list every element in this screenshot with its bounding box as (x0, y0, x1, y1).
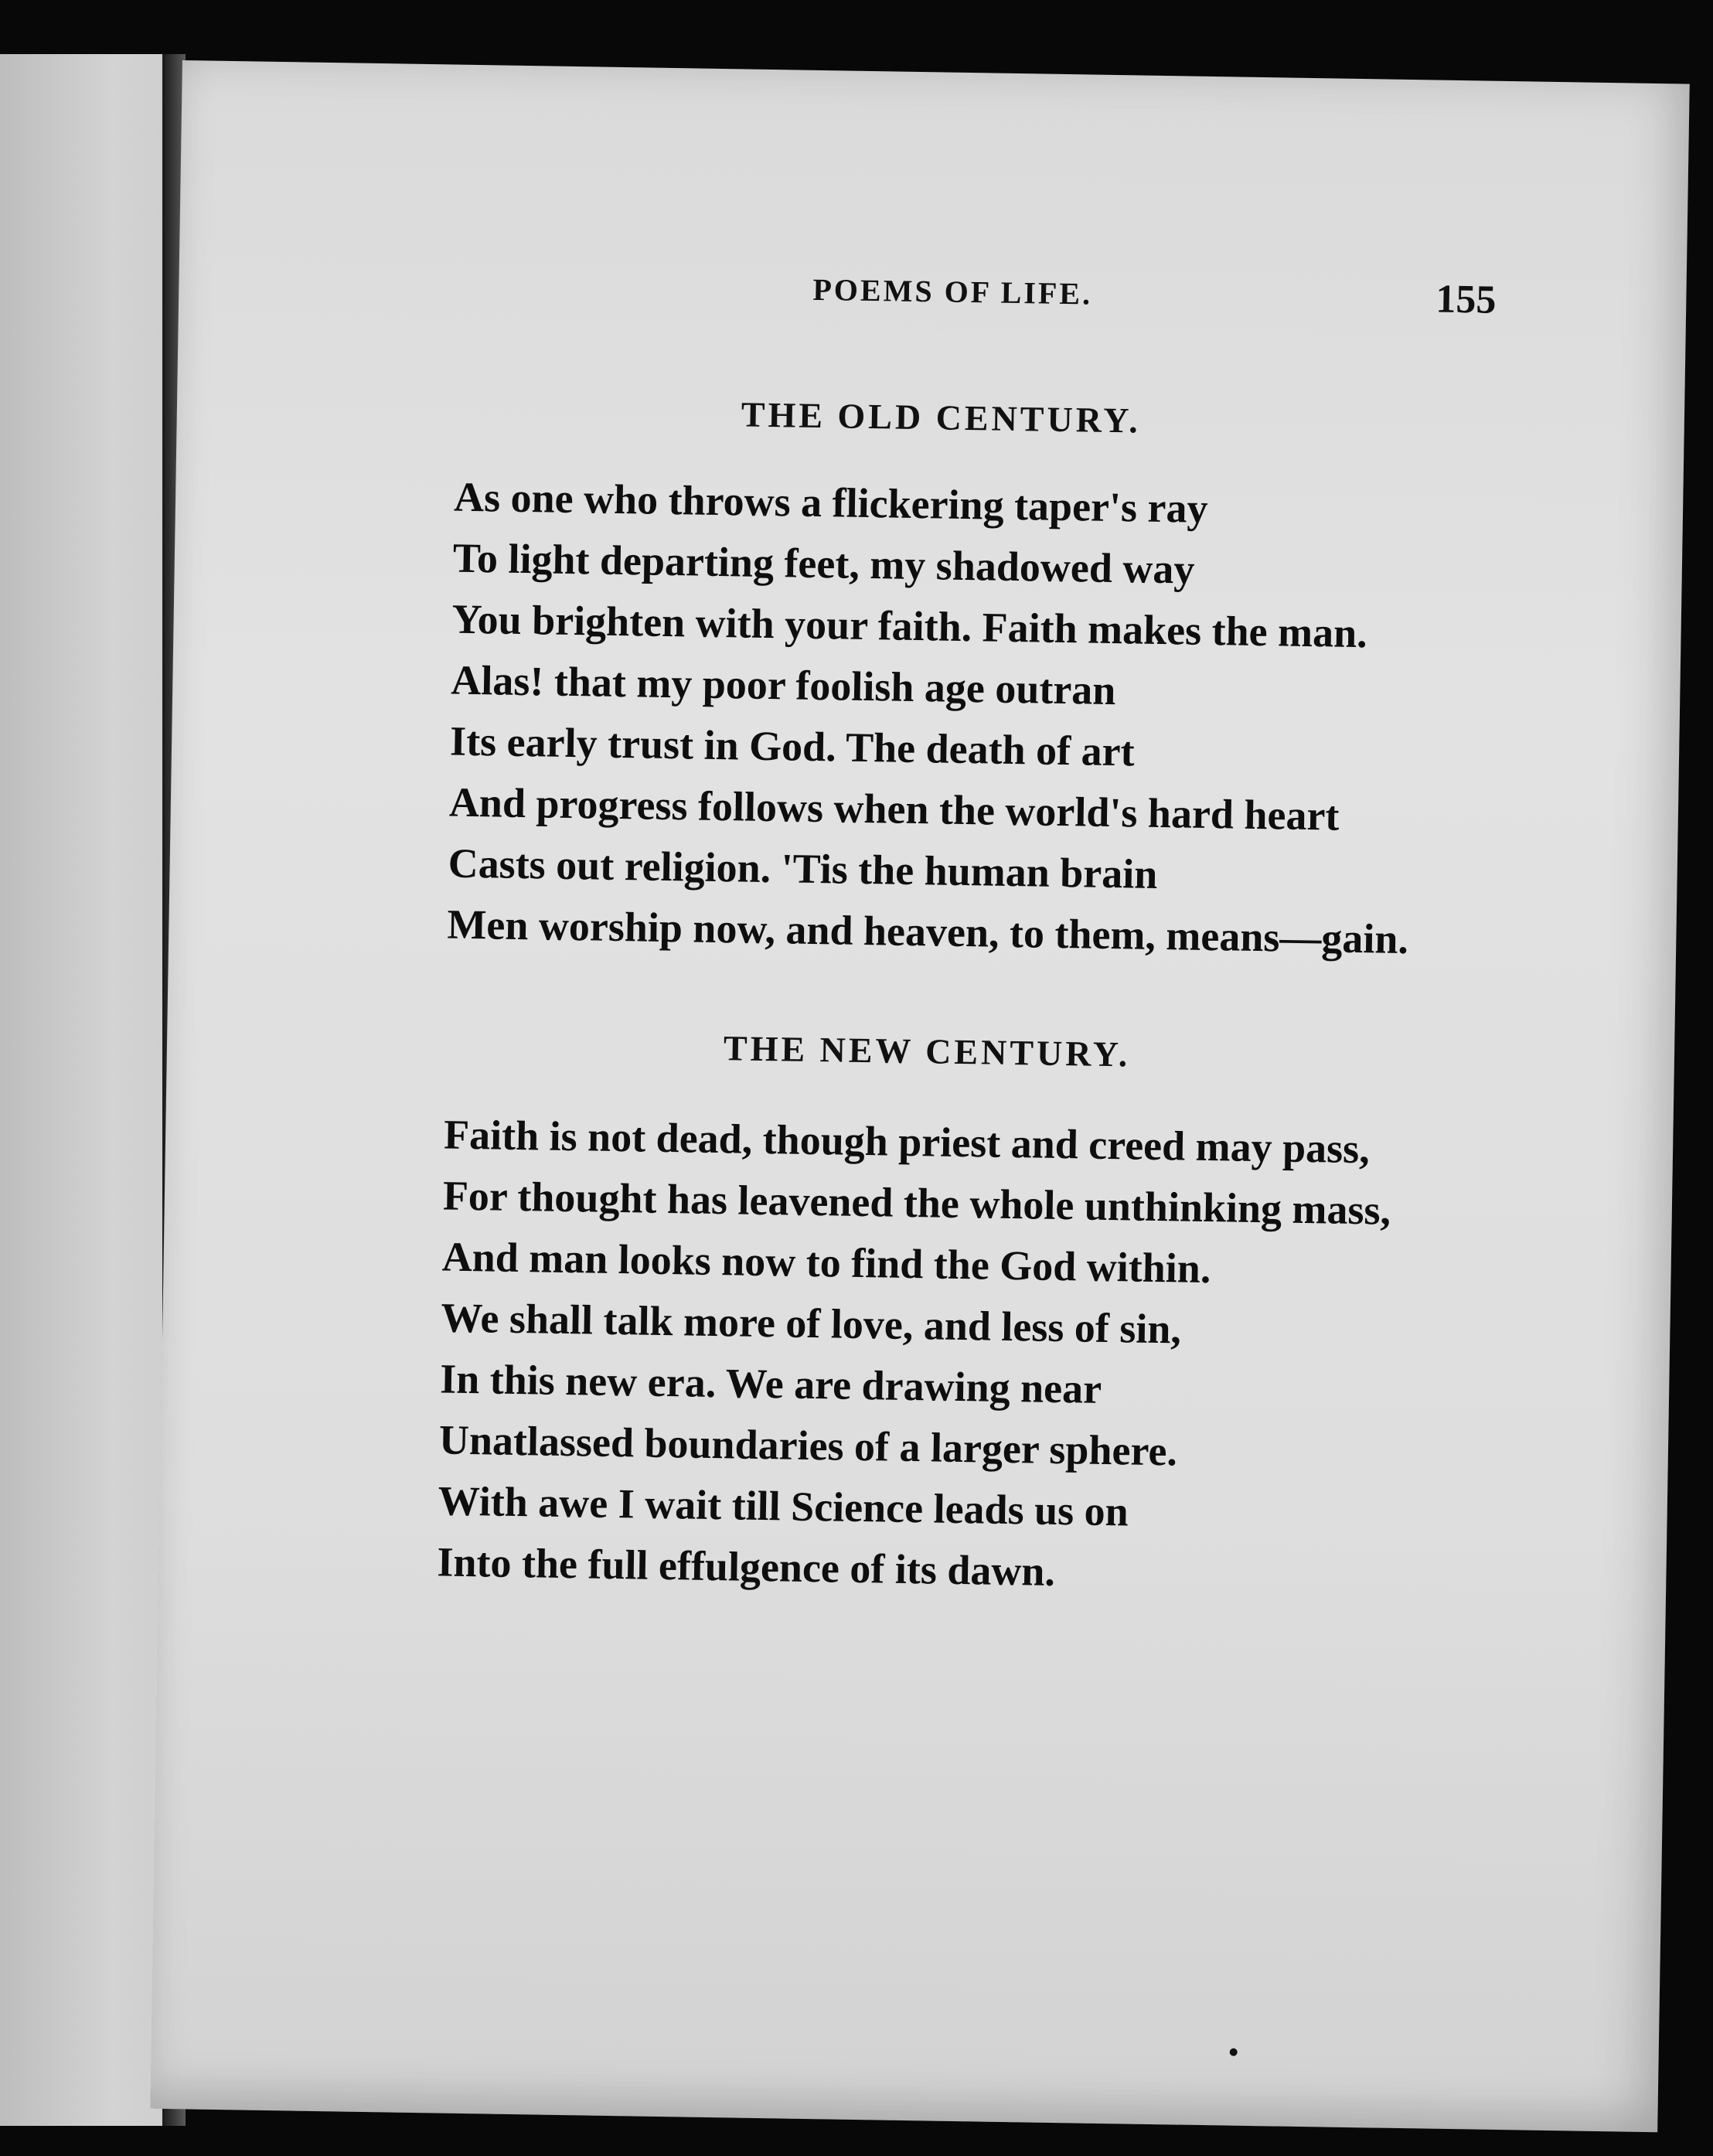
verse-line: Unatlassed boundaries of a larger sphere. (438, 1416, 1178, 1475)
ink-speck (1230, 2049, 1238, 2056)
page-number: 155 (1435, 277, 1497, 322)
verse-line: We shall talk more of love, and less of sin, (441, 1294, 1182, 1353)
verse-line: Casts out religion. 'Tis the human brain (448, 840, 1158, 897)
poem-title-old-century: THE OLD CENTURY. (741, 394, 1142, 441)
poem-new-century (437, 1104, 1392, 1607)
verse-line: Faith is not dead, though priest and creed may pass, (443, 1111, 1371, 1173)
verse-line: And man looks now to find the God within. (441, 1233, 1211, 1293)
verse-line: Into the full effulgence of its dawn. (437, 1538, 1056, 1595)
poem-title-new-century: THE NEW CENTURY. (723, 1028, 1131, 1075)
running-head: POEMS OF LIFE. (812, 271, 1093, 312)
verse-line: For thought has leavened the whole unthinking mass, (442, 1172, 1391, 1234)
book-page (150, 60, 1689, 2132)
poem-old-century (447, 467, 1415, 970)
verse-line: To light departing feet, my shadowed way (452, 534, 1195, 593)
verse-line: As one who throws a flickering taper's ray (453, 473, 1208, 532)
verse-line: And progress follows when the world's hard heart (448, 778, 1340, 840)
verse-line: With awe I wait till Science leads us on (438, 1477, 1129, 1535)
verse-line: Alas! that my poor foolish age outran (450, 656, 1116, 714)
verse-line: You brighten with your faith. Faith makes the man. (451, 595, 1368, 657)
verse-line: In this new era. We are drawing near (439, 1355, 1102, 1412)
facing-page-edge (0, 54, 162, 2126)
verse-line: Its early trust in God. The death of art (449, 717, 1136, 775)
verse-line: Men worship now, and heaven, to them, means—gain. (447, 901, 1409, 963)
